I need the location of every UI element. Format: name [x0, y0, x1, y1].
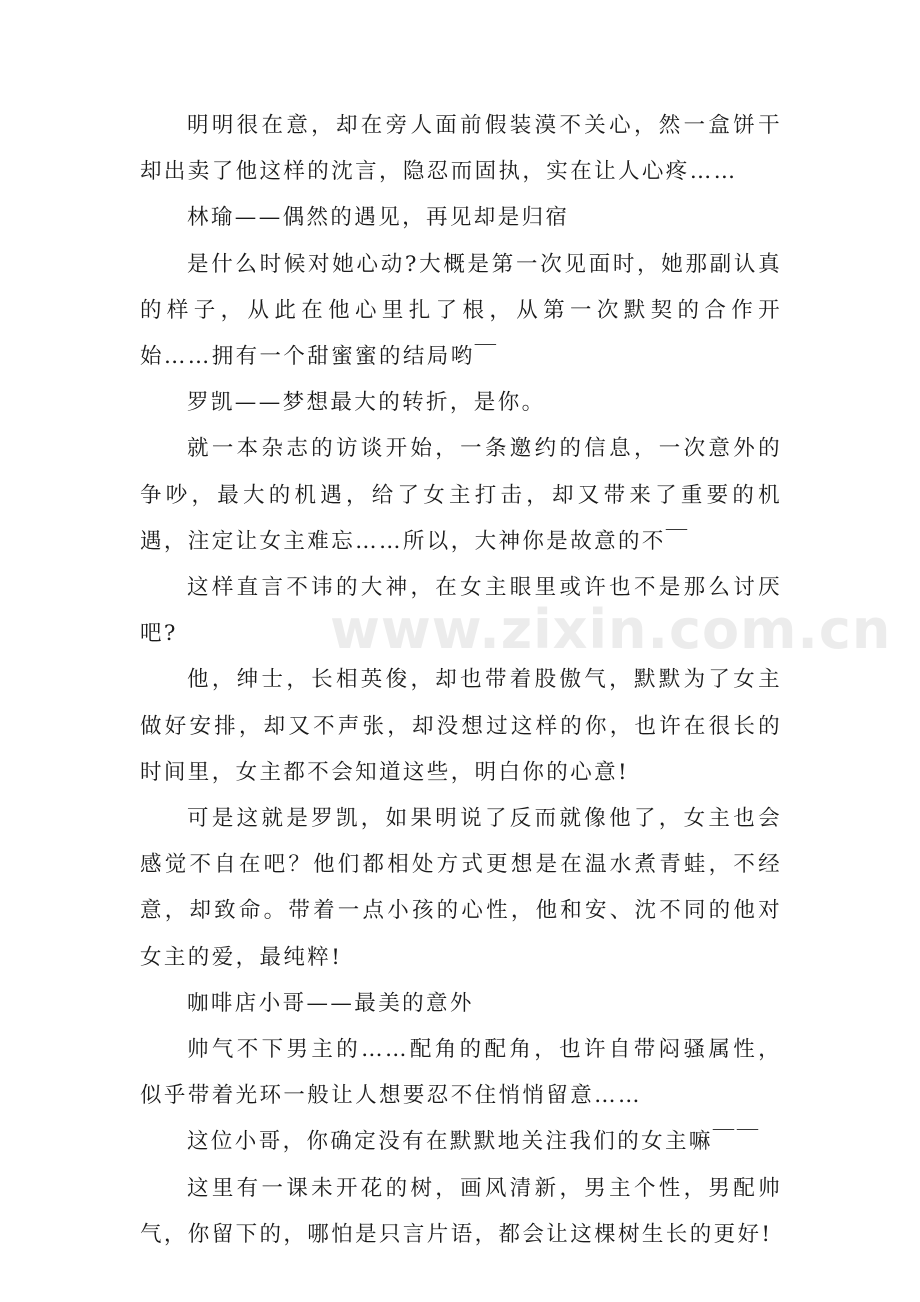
section-heading: 林瑜——偶然的遇见，再见却是归宿	[187, 205, 570, 231]
paragraph: 可是这就是罗凯，如果明说了反而就像他了，女主也会感觉不自在吧？他们都相处方式更想是在温水煮青蛙，不经意，却致命。带着一点小孩的心性，他和安、沈不同的他对女主的爱，最纯粹!	[140, 806, 782, 970]
section-heading: 咖啡店小哥——最美的意外	[187, 990, 474, 1016]
paragraph: 这样直言不讳的大神，在女主眼里或许也不是那么讨厌吧?	[140, 575, 782, 647]
paragraph: 就一本杂志的访谈开始，一条邀约的信息，一次意外的争吵，最大的机遇，给了女主打击，却又带来了重要的机遇，注定让女主难忘……所以，大神你是故意的不￣	[140, 436, 782, 554]
section-heading: 罗凯——梦想最大的转折，是你。	[187, 390, 546, 416]
article-body	[140, 103, 782, 1258]
paragraph: 这位小哥，你确定没有在默默地关注我们的女主嘛￣￣	[187, 1129, 761, 1155]
paragraph: 这里有一课未开花的树，画风清新，男主个性，男配帅气，你留下的，哪怕是只言片语，都会让这棵树生长的更好!	[140, 1175, 782, 1247]
paragraph: 明明很在意，却在旁人面前假装漠不关心，然一盒饼干却出卖了他这样的沈言，隐忍而固执，实在让人心疼……	[140, 113, 782, 185]
paragraph: 是什么时候对她心动?大概是第一次见面时，她那副认真的样子，从此在他心里扎了根，从第一次默契的合作开始……拥有一个甜蜜蜜的结局哟￣	[140, 251, 782, 370]
paragraph: 帅气不下男主的……配角的配角，也许自带闷骚属性，似乎带着光环一般让人想要忍不住悄悄留意……	[140, 1037, 782, 1109]
paragraph: 他，绅士，长相英俊，却也带着股傲气，默默为了女主做好安排，却又不声张，却没想过这样的你，也许在很长的时间里，女主都不会知道这些，明白你的心意!	[140, 667, 782, 785]
watermark: www.zixin.com.cn	[330, 598, 892, 661]
